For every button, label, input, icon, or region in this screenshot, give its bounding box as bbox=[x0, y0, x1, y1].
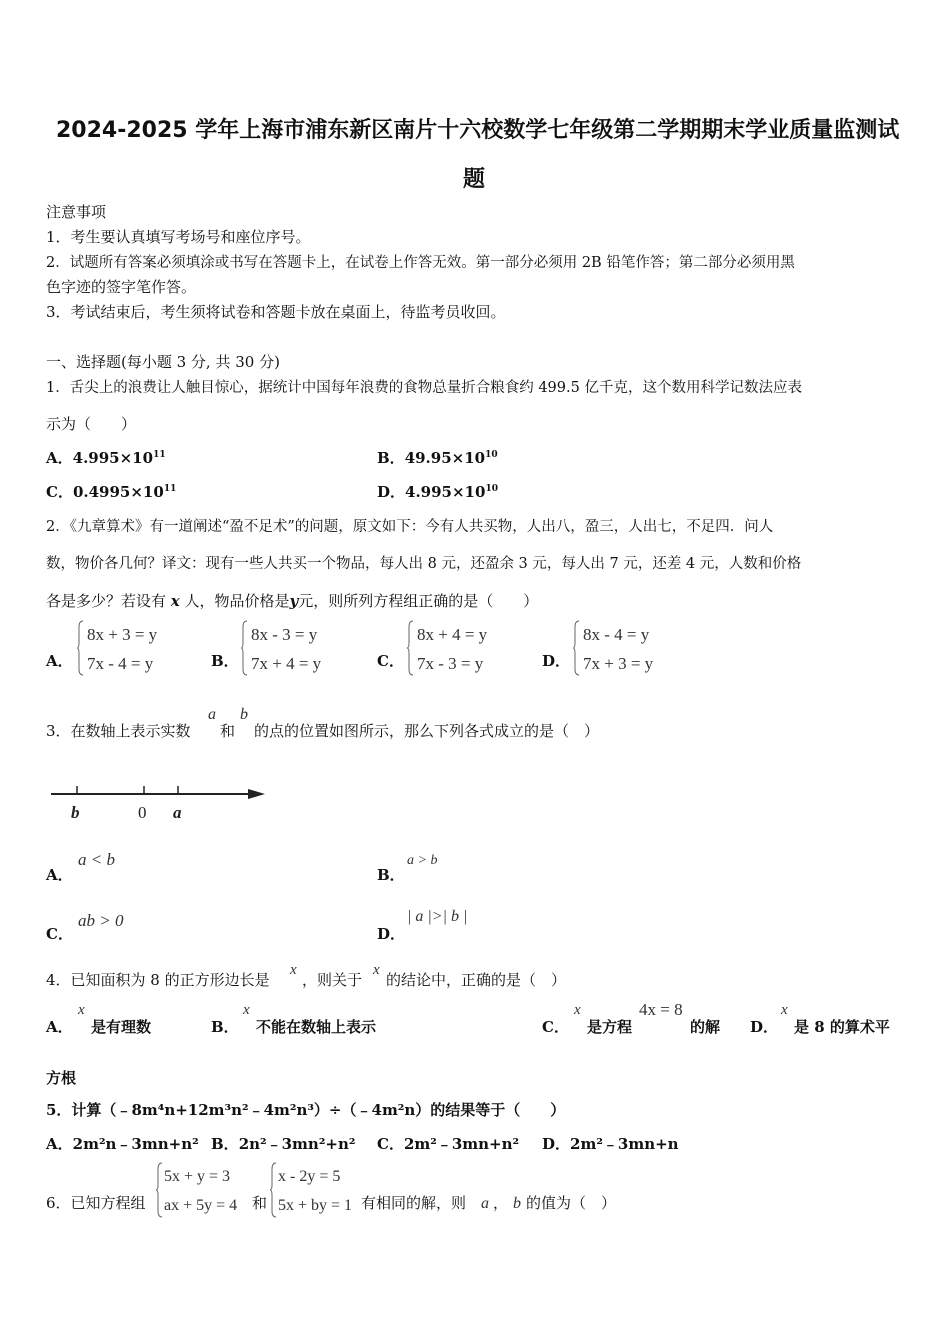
q1-stem-line1: 1．舌尖上的浪费让人触目惊心，据统计中国每年浪费的食物总量折合粮食约 499.5 亿千克，这个数用科学记数法应表 bbox=[46, 380, 802, 396]
var-x: x bbox=[78, 1002, 85, 1018]
var-x: x bbox=[170, 592, 180, 610]
q2-option-b-system bbox=[241, 620, 351, 678]
q2-option-a-system bbox=[77, 620, 187, 678]
q3-option-a-expr: a < b bbox=[78, 850, 115, 869]
notice-item-1: 1．考生要认真填写考场号和座位序号。 bbox=[46, 228, 311, 246]
q1-stem-line2: 示为（ ） bbox=[46, 415, 137, 433]
q3-option-d-expr: | a |>| b | bbox=[407, 908, 468, 925]
equation-2: 5x + by = 1 bbox=[278, 1197, 353, 1214]
equation-2: 7x - 4 = y bbox=[87, 654, 154, 673]
q5-option-b[interactable] bbox=[211, 1133, 355, 1154]
q3-option-b-expr: a > b bbox=[407, 853, 438, 868]
option-value: 4.995×10 bbox=[72, 449, 154, 467]
var-a: a bbox=[481, 1195, 489, 1212]
q6-system-1 bbox=[156, 1162, 252, 1220]
q4-stem-prefix: 4．已知面积为 8 的正方形边长是 bbox=[46, 971, 270, 989]
q6-system-2 bbox=[270, 1162, 366, 1220]
option-label: C． bbox=[377, 1135, 404, 1153]
q6-comma: ， bbox=[493, 1194, 509, 1212]
option-value: 49.95×10 bbox=[404, 449, 486, 467]
q2-stem-line1: 2．《九章算术》有一道阐述“盈不足术”的问题，原文如下：今有人共买物，人出八，盈三，人出七，不足四．问人 bbox=[46, 519, 774, 535]
notice-heading: 注意事项 bbox=[46, 203, 107, 221]
var-b: b bbox=[240, 706, 248, 723]
q3-option-b-label[interactable]: B． bbox=[377, 866, 405, 884]
option-value: 0.4995×10 bbox=[72, 483, 164, 501]
q2-stem-line2: 数，物价各几何？译文：现有一些人共买一个物品，每人出 8 元，还盈余 3 元，每人出 7 元，还差 4 元，人数和价格 bbox=[46, 556, 802, 572]
option-label: C． bbox=[46, 483, 73, 501]
q4-option-c-text-a: 是方程 bbox=[587, 1018, 633, 1036]
q2-option-a-label[interactable]: A． bbox=[46, 652, 73, 670]
q4-option-b-text: 不能在数轴上表示 bbox=[256, 1018, 377, 1036]
q4-option-c-label[interactable]: C． bbox=[542, 1018, 569, 1036]
equation-2: 7x + 4 = y bbox=[251, 654, 322, 673]
q4-option-d-wrap: 方根 bbox=[46, 1069, 77, 1087]
q1-option-b[interactable] bbox=[377, 447, 498, 468]
q3-stem-suffix: 的点的位置如图所示，那么下列各式成立的是（ ） bbox=[254, 722, 600, 740]
q3-option-d-label[interactable]: D． bbox=[377, 925, 406, 943]
notice-item-2: 2．试题所有答案必须填涂或书写在答题卡上，在试卷上作答无效。第一部分必须用 2B 铅笔作答；第二部分必须用黑 bbox=[46, 255, 795, 271]
page-title-line1: 2024-2025 学年上海市浦东新区南片十六校数学七年级第二学期期末学业质量监测试 bbox=[56, 118, 900, 143]
q3-option-c-expr: ab > 0 bbox=[78, 911, 124, 930]
q2-stem-part-a: 各是多少？若设有 bbox=[46, 592, 167, 610]
q2-stem-part-c: 元，则所列方程组正确的是（ ） bbox=[298, 592, 539, 610]
q6-stem-prefix: 6．已知方程组 bbox=[46, 1194, 146, 1212]
q1-option-a[interactable] bbox=[46, 447, 166, 468]
q4-stem-mid: ，则关于 bbox=[302, 971, 363, 989]
option-label: A． bbox=[46, 449, 73, 467]
axis-label-zero: 0 bbox=[138, 803, 147, 822]
section-heading: 一、选择题(每小题 3 分, 共 30 分) bbox=[46, 353, 280, 371]
q3-stem-prefix: 3．在数轴上表示实数 bbox=[46, 722, 191, 740]
q5-option-c[interactable] bbox=[377, 1133, 519, 1154]
var-x: x bbox=[781, 1002, 788, 1018]
q2-option-c-system bbox=[407, 620, 517, 678]
notice-item-3: 3．考试结束后，考生须将试卷和答题卡放在桌面上，待监考员收回。 bbox=[46, 303, 506, 321]
equation-1: x - 2y = 5 bbox=[278, 1168, 341, 1185]
q2-option-c-label[interactable]: C． bbox=[377, 652, 404, 670]
brace-icon bbox=[407, 620, 414, 676]
q3-stem-mid: 和 bbox=[220, 722, 236, 740]
option-exponent: 11 bbox=[153, 450, 166, 460]
var-x: x bbox=[574, 1002, 581, 1018]
equation-2: 7x - 3 = y bbox=[417, 654, 484, 673]
q4-option-d-label[interactable]: D． bbox=[750, 1018, 779, 1036]
var-x: x bbox=[373, 962, 380, 978]
equation-2: ax + 5y = 4 bbox=[164, 1197, 238, 1214]
q4-option-c-text-b: 的解 bbox=[690, 1018, 721, 1036]
number-line-figure bbox=[45, 778, 270, 828]
option-exponent: 10 bbox=[485, 484, 498, 494]
option-value: 2n²﹣3mn²+n² bbox=[238, 1135, 356, 1153]
option-exponent: 11 bbox=[163, 484, 177, 494]
q1-option-c[interactable] bbox=[46, 481, 176, 502]
axis-label-b: b bbox=[71, 803, 80, 822]
arrow-icon bbox=[248, 789, 265, 799]
option-exponent: 10 bbox=[485, 450, 498, 460]
equation-1: 8x - 3 = y bbox=[251, 625, 318, 644]
q5-option-a[interactable] bbox=[46, 1133, 199, 1154]
brace-icon bbox=[270, 1162, 277, 1218]
q2-option-b-label[interactable]: B． bbox=[211, 652, 239, 670]
option-value: 2m²﹣3mn+n bbox=[570, 1135, 679, 1153]
q1-option-d[interactable] bbox=[377, 481, 498, 502]
q4-option-b-label[interactable]: B． bbox=[211, 1018, 239, 1036]
axis-label-a: a bbox=[173, 803, 182, 822]
q4-stem-suffix: 的结论中，正确的是（ ） bbox=[386, 971, 567, 989]
equation-1: 8x - 4 = y bbox=[583, 625, 650, 644]
var-b: b bbox=[513, 1195, 521, 1212]
equation-2: 7x + 3 = y bbox=[583, 654, 654, 673]
equation-1: 5x + y = 3 bbox=[164, 1168, 231, 1185]
q2-option-d-label[interactable]: D． bbox=[542, 652, 571, 670]
option-label: A． bbox=[46, 1135, 73, 1153]
brace-icon bbox=[573, 620, 580, 676]
option-value: 2m²﹣3mn+n² bbox=[403, 1135, 520, 1153]
q6-stem-text: 有相同的解，则 bbox=[361, 1194, 467, 1212]
brace-icon bbox=[77, 620, 84, 676]
var-a: a bbox=[208, 706, 216, 723]
option-label: B． bbox=[377, 449, 405, 467]
q2-stem-part-b: 人，物品价格是 bbox=[184, 592, 290, 610]
var-x: x bbox=[243, 1002, 250, 1018]
q5-option-d[interactable] bbox=[542, 1133, 679, 1154]
q2-option-d-system bbox=[573, 620, 683, 678]
var-y: y bbox=[289, 592, 299, 610]
q3-option-a-label[interactable]: A． bbox=[46, 866, 73, 884]
var-x: x bbox=[290, 962, 297, 978]
q4-option-c-equation: 4x = 8 bbox=[639, 1000, 683, 1019]
q6-stem-suffix: 的值为（ ） bbox=[526, 1194, 617, 1212]
notice-item-2-cont: 色字迹的签字笔作答。 bbox=[46, 278, 197, 296]
q4-option-a-label[interactable]: A． bbox=[46, 1018, 73, 1036]
q5-stem: 5．计算（﹣8m⁴n+12m³n²﹣4m²n³）÷（﹣4m²n）的结果等于（ ） bbox=[46, 1101, 566, 1119]
option-value: 2m²n﹣3mn+n² bbox=[72, 1135, 199, 1153]
option-value: 4.995×10 bbox=[405, 483, 486, 501]
brace-icon bbox=[241, 620, 248, 676]
equation-1: 8x + 3 = y bbox=[87, 625, 158, 644]
q3-option-c-label[interactable]: C． bbox=[46, 925, 73, 943]
q6-stem-mid: 和 bbox=[252, 1194, 268, 1212]
brace-icon bbox=[156, 1162, 163, 1218]
q4-option-d-text: 是 8 的算术平 bbox=[794, 1018, 890, 1036]
equation-1: 8x + 4 = y bbox=[417, 625, 488, 644]
page-title-line2: 题 bbox=[463, 167, 486, 192]
option-label: D． bbox=[377, 483, 406, 501]
option-label: D． bbox=[542, 1135, 571, 1153]
q4-option-a-text: 是有理数 bbox=[91, 1018, 152, 1036]
q2-stem-line3 bbox=[46, 590, 538, 611]
option-label: B． bbox=[211, 1135, 239, 1153]
